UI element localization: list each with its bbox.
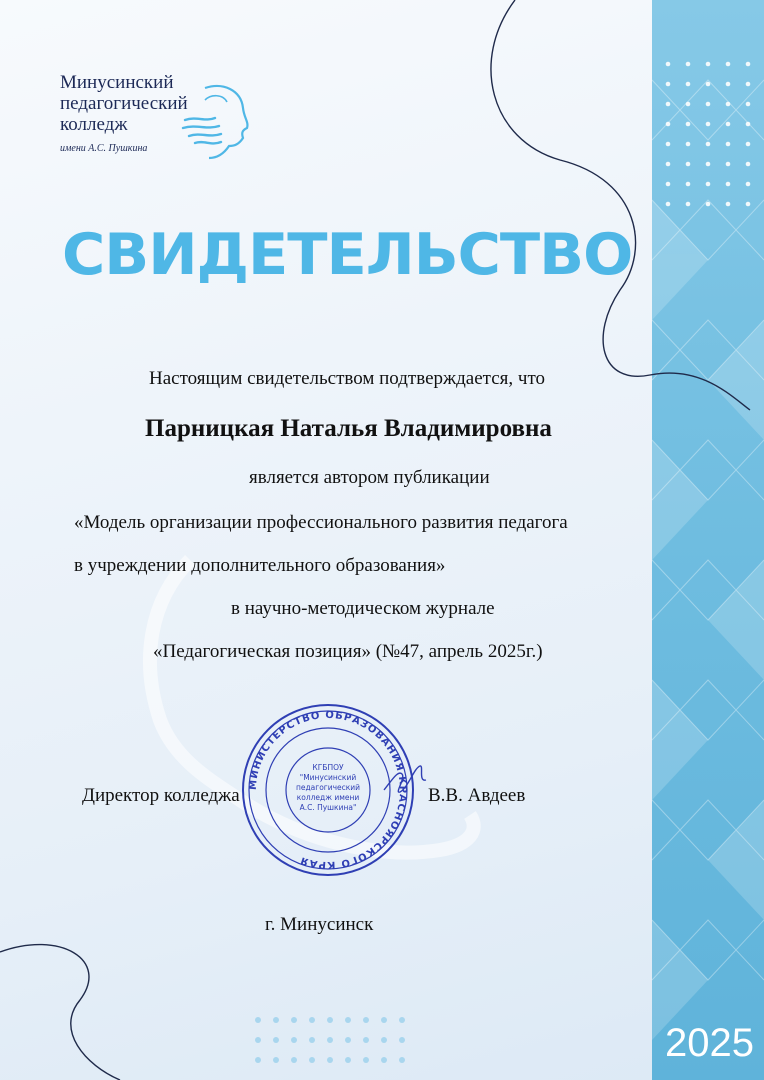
svg-text:А.С. Пушкина": А.С. Пушкина" bbox=[299, 803, 357, 812]
svg-text:"Минусинский: "Минусинский bbox=[299, 773, 357, 782]
publication-title-line-2: в учреждении дополнительного образования» bbox=[74, 555, 446, 576]
logo-line-1: Минусинский bbox=[60, 72, 174, 93]
year-label: 2025 bbox=[665, 1021, 754, 1065]
director-name: В.В. Авдеев bbox=[428, 785, 526, 806]
logo-line-2: педагогический bbox=[60, 93, 188, 114]
pushkin-profile-logo-icon bbox=[175, 80, 255, 160]
intro-text: Настоящим свидетельством подтверждается, что bbox=[149, 368, 545, 389]
role-text: является автором публикации bbox=[249, 467, 490, 488]
director-position: Директор колледжа bbox=[82, 785, 240, 806]
city-text: г. Минусинск bbox=[265, 914, 374, 935]
logo-line-3: колледж bbox=[60, 114, 128, 135]
recipient-name: Парницкая Наталья Владимировна bbox=[145, 415, 552, 442]
publication-title-line-1: «Модель организации профессионального развития педагога bbox=[74, 512, 568, 533]
svg-text:колледж имени: колледж имени bbox=[296, 793, 360, 802]
handwritten-signature-icon bbox=[380, 760, 432, 800]
svg-text:педагогический: педагогический bbox=[295, 783, 361, 792]
certificate-title: СВИДЕТЕЛЬСТВО bbox=[62, 222, 633, 288]
svg-text:КГБПОУ: КГБПОУ bbox=[312, 763, 344, 772]
journal-name: «Педагогическая позиция» (№47, апрель 2025г.) bbox=[153, 641, 543, 662]
journal-intro-text: в научно-методическом журнале bbox=[231, 598, 495, 619]
college-logo-text bbox=[60, 72, 188, 135]
logo-subtitle: имени А.С. Пушкина bbox=[60, 143, 148, 154]
svg-text:МИНИСТЕРСТВО ОБРАЗОВАНИЯ КРАСН: МИНИСТЕРСТВО ОБРАЗОВАНИЯ КРАСНОЯРСКОГО КРАЯ bbox=[247, 709, 409, 871]
